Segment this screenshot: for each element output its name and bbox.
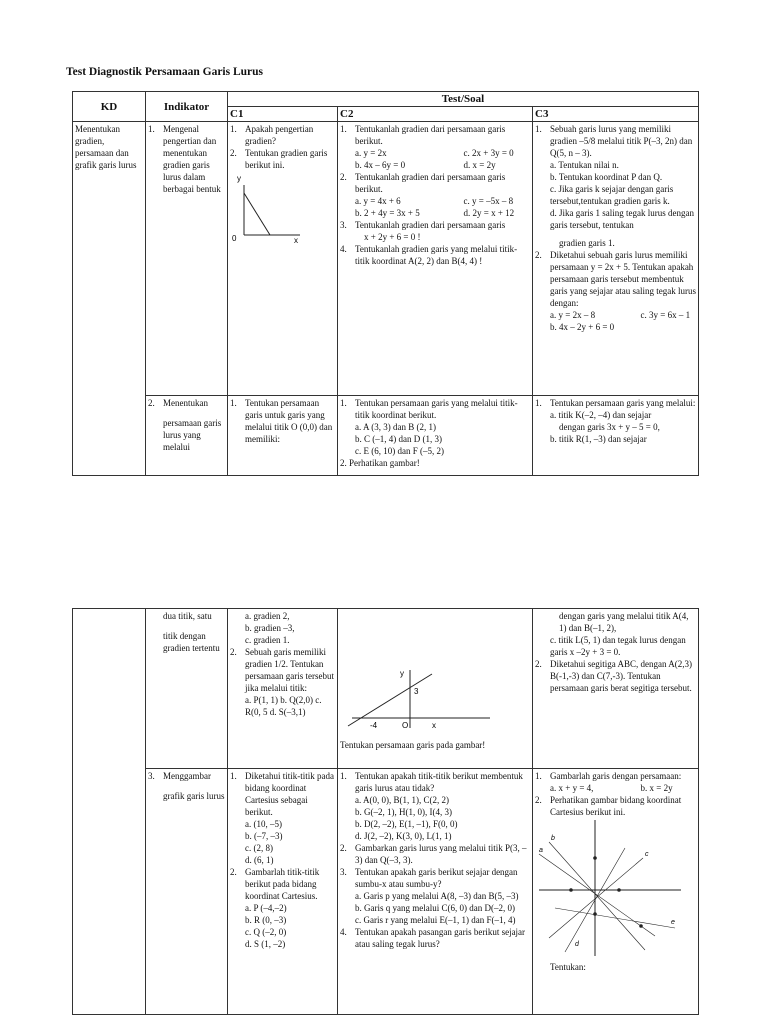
option: a. y = 4x + 6	[355, 196, 401, 206]
graph-line-label-a: a	[539, 847, 543, 854]
c3-cell	[533, 122, 699, 396]
option: b. D(2, –2), E(1, –1), F(0, 0)	[355, 819, 458, 829]
option: a. (10, –5)	[245, 819, 282, 829]
header-c1: C1	[228, 107, 338, 122]
c1-cell	[228, 769, 338, 1015]
item-number: 1.	[535, 124, 542, 134]
question-text: Perhatikan gambar bidang koordinat Cartesius berikut ini.	[550, 795, 682, 817]
indikator-text: Mengenal pengertian dan menentukan gradien garis lurus dalam berbagai bentuk	[163, 124, 221, 194]
option: a. Garis p yang melalui A(8, –3) dan B(5, –3)	[355, 891, 519, 901]
item-number: 2.	[148, 398, 155, 408]
c2-cell	[338, 122, 533, 396]
indikator-text: titik dengan gradien tertentu	[163, 631, 220, 653]
kd-text: Menentukan gradien, persamaan dan grafik garis lurus	[75, 124, 137, 170]
c3-cell	[533, 769, 699, 1015]
option: a. gradien 2,	[245, 611, 290, 621]
table-row	[73, 396, 699, 476]
option: b. R (0, –3)	[245, 915, 287, 925]
item-number: 2.	[230, 647, 237, 657]
item-number: 2.	[230, 867, 237, 877]
c2-cell	[338, 396, 533, 476]
item-number: 1.	[230, 124, 237, 134]
header-c2: C2	[338, 107, 533, 122]
item-number: 2.	[535, 250, 542, 260]
question-text: Gambarlah titik-titik berikut pada bidang koordinat Cartesius.	[245, 867, 320, 901]
graph-label-y: y	[237, 174, 241, 183]
question-text: Gambarlah garis dengan persamaan:	[550, 771, 682, 781]
option: a. titik K(–2, –4) dan sejajar	[550, 410, 652, 420]
item-number: 4.	[340, 244, 347, 254]
option: c. Garis r yang melalui E(–1, 1) dan F(–1, 4)	[355, 915, 516, 925]
question-text: Sebuah garis memiliki gradien 1/2. Tentukan persamaan garis tersebut jika melalui titik:	[245, 647, 334, 693]
question-text: Tentukan gradien garis berikut ini.	[245, 148, 328, 170]
option: a. Tentukan nilai n.	[550, 160, 619, 170]
kd-cell	[73, 609, 146, 1015]
question-text: Tentukan apakah pasangan garis berikut sejajar atau saling tegak lurus?	[355, 927, 526, 949]
indikator-text: dua titik, satu	[163, 611, 212, 621]
option: c. Q (–2, 0)	[245, 927, 287, 937]
item-number: 1.	[340, 124, 347, 134]
table-row	[73, 609, 699, 769]
option: dengan garis 3x + y – 5 = 0,	[559, 422, 660, 432]
item-number: 2.	[340, 172, 347, 182]
option: b. C (–1, 4) dan D (1, 3)	[355, 434, 442, 444]
option: a. A(0, 0), B(1, 1), C(2, 2)	[355, 795, 449, 805]
header-indikator: Indikator	[146, 92, 228, 122]
option: b. x = 2y	[640, 783, 673, 793]
graph-line-label-c: c	[645, 851, 649, 858]
question-text: Tentukan persamaan garis pada gambar!	[340, 740, 486, 750]
question-text: Tentukanlah gradien dari persamaan garis berikut.	[355, 172, 506, 194]
option: c. Jika garis k sejajar dengan garis tersebut,tentukan gradien garis k.	[550, 184, 674, 206]
c2-cell	[338, 769, 533, 1015]
c2-cell	[338, 609, 533, 769]
question-text: Diketahui segitiga ABC, dengan A(2,3) B(-1,-3) dan C(7,-3). Tentukan persamaan garis berat segitiga tersebut.	[550, 659, 692, 693]
item-number: 1.	[535, 771, 542, 781]
question-text: Tentukanlah gradien dari persamaan garis berikut.	[355, 124, 506, 146]
option: d. (6, 1)	[245, 855, 274, 865]
graph-label-origin: O	[402, 721, 409, 730]
graph-line-label-b: b	[551, 835, 555, 842]
question-text: Tentukan:	[550, 962, 586, 972]
option: b. 4x – 2y + 6 = 0	[550, 322, 615, 332]
item-number: 1.	[148, 124, 155, 134]
indikator-text: Menggambar	[163, 771, 211, 781]
c1-cell	[228, 396, 338, 476]
question-text: Tentukan apakah garis berikut sejajar dengan sumbu-x atau sumbu-y?	[355, 867, 518, 889]
option: b. 2 + 4y = 3x + 5	[355, 208, 420, 218]
indikator-cell	[146, 396, 228, 476]
graph-label-x: x	[294, 236, 298, 245]
question-text: Apakah pengertian gradien?	[245, 124, 314, 146]
option: d. x = 2y	[463, 160, 496, 170]
kd-cell	[73, 122, 146, 476]
item-number: 1.	[535, 398, 542, 408]
item-number: 2.	[535, 659, 542, 669]
item-number: 1.	[230, 398, 237, 408]
option: a. y = 2x	[355, 148, 387, 158]
option: b. (–7, –3)	[245, 831, 283, 841]
c3-cell	[533, 609, 699, 769]
question-text: Tentukan persamaan garis yang melalui:	[550, 398, 696, 408]
item-number: 2.	[340, 843, 347, 853]
option: c. gradien 1.	[245, 635, 290, 645]
graph-line-label-d: d	[575, 941, 579, 948]
page-title: Test Diagnostik Persamaan Garis Lurus	[66, 66, 264, 78]
option: c. (2, 8)	[245, 843, 273, 853]
header-test: Test/Soal	[228, 92, 699, 107]
indikator-cell	[146, 609, 228, 769]
indikator-text: grafik garis lurus	[163, 791, 225, 801]
option: d. 2y = x + 12	[463, 208, 515, 218]
option: c. E (6, 10) dan F (–5, 2)	[355, 446, 444, 456]
table-row	[73, 122, 699, 396]
option: d. S (1, –2)	[245, 939, 286, 949]
option: b. G(–2, 1), H(1, 0), I(4, 3)	[355, 807, 452, 817]
option: d. Jika garis 1 saling tegak lurus dengan garis tersebut, tentukan	[550, 208, 694, 230]
diagnostic-table-part2	[72, 608, 699, 1015]
cartesian-lines-graph	[535, 818, 685, 958]
indikator-text: Menentukan	[163, 398, 208, 408]
table-row	[73, 769, 699, 1015]
graph-label-y: y	[400, 669, 404, 678]
option: gradien garis 1.	[559, 238, 615, 248]
question-text: Tentukanlah gradien dari persamaan garis	[355, 220, 506, 230]
item-number: 2.	[230, 148, 237, 158]
question-text: Tentukan persamaan garis yang melalui titik-titik koordinat berikut.	[355, 398, 518, 420]
item-number: 3.	[148, 771, 155, 781]
option: a. A (3, 3) dan B (2, 1)	[355, 422, 436, 432]
graph-label-origin: 0	[232, 234, 237, 243]
item-number: 3.	[340, 220, 347, 230]
option: c. 3y = 6x – 1	[640, 310, 691, 320]
line-equation-graph	[340, 666, 530, 736]
question-text: Gambarkan garis lurus yang melalui titik P(3, –3) dan Q(–3, 3).	[355, 843, 527, 865]
equation: x + 2y + 6 = 0 !	[364, 232, 421, 242]
question-text: Diketahui sebuah garis lurus memiliki persamaan y = 2x + 5. Tentukan apakah persamaan garis tersebut membentuk garis yang sejajar atau saling tegak lurus dengan:	[550, 250, 696, 308]
option: a. P (–4,–2)	[245, 903, 287, 913]
option: c. y = –5x – 8	[463, 196, 514, 206]
option: b. Tentukan koordinat P dan Q.	[550, 172, 663, 182]
question-text: Diketahui titik-titik pada bidang koordinat Cartesius sebagai berikut.	[245, 771, 334, 817]
option: a. y = 2x – 8	[550, 310, 596, 320]
item-number: 1.	[230, 771, 237, 781]
option: b. gradien –3,	[245, 623, 295, 633]
header-c3: C3	[533, 107, 699, 122]
c3-cell	[533, 396, 699, 476]
item-number: 4.	[340, 927, 347, 937]
gradient-line-graph	[230, 171, 330, 251]
graph-label-minus4: -4	[370, 721, 378, 730]
item-number: 1.	[340, 771, 347, 781]
graph-label-3: 3	[414, 687, 419, 696]
question-text: Tentukanlah gradien garis yang melalui titik-titik koordinat A(2, 2) dan B(4, 4) !	[355, 244, 518, 266]
item-number: 2.	[535, 795, 542, 805]
c1-cell	[228, 122, 338, 396]
question-text: Tentukan persamaan garis untuk garis yang melalui titik O (0,0) dan memiliki:	[245, 398, 333, 444]
indikator-text: persamaan garis lurus yang melalui	[163, 418, 222, 452]
graph-label-x: x	[432, 721, 436, 730]
header-kd: KD	[73, 92, 146, 122]
option: d. J(2, –2), K(3, 0), L(1, 1)	[355, 831, 452, 841]
option: b. Garis q yang melalui C(6, 0) dan D(–2, 0)	[355, 903, 515, 913]
option: c. 2x + 3y = 0	[463, 148, 514, 158]
option: a. P(1, 1) b. Q(2,0) c. R(0, 5 d. S(–3,1)	[245, 695, 322, 717]
diagnostic-table-part1	[72, 91, 699, 476]
question-text: Sebuah garis lurus yang memiliki gradien –5/8 melalui titik P(–3, 2n) dan Q(5, n – 3).	[550, 124, 693, 158]
item-number: 3.	[340, 867, 347, 877]
option: c. titik L(5, 1) dan tegak lurus dengan garis x –2y + 3 = 0.	[550, 635, 686, 657]
option: a. x + y = 4,	[550, 783, 594, 793]
item-number: 1.	[340, 398, 347, 408]
indikator-cell	[146, 769, 228, 1015]
indikator-cell	[146, 122, 228, 396]
question-text: 2. Perhatikan gambar!	[340, 458, 420, 468]
question-text: Tentukan apakah titik-titik berikut membentuk garis lurus atau tidak?	[355, 771, 523, 793]
graph-line-label-e: e	[671, 919, 675, 926]
option: b. titik R(1, –3) dan sejajar	[550, 434, 647, 444]
option: b. 4x – 6y = 0	[355, 160, 406, 170]
c1-cell	[228, 609, 338, 769]
option: dengan garis yang melalui titik A(4, 1) dan B(–1, 2),	[559, 611, 689, 633]
